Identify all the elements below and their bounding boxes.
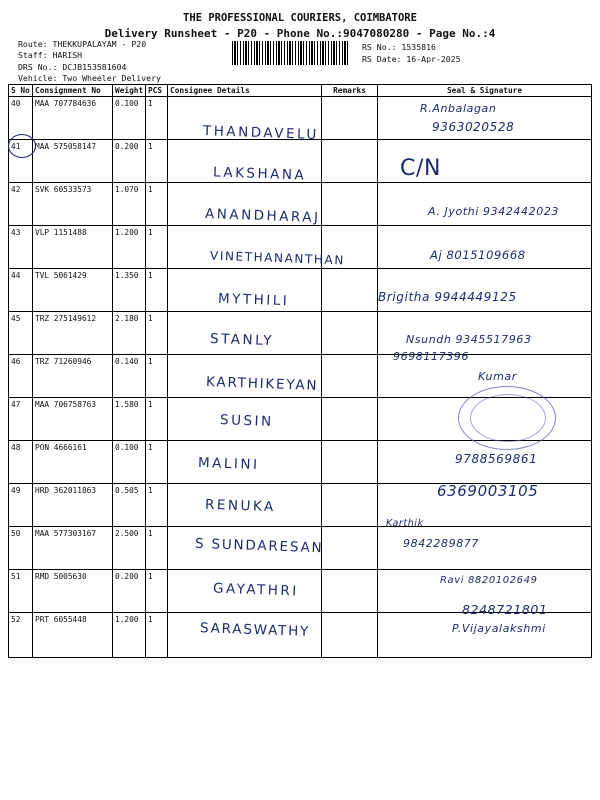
- cell-consignment: TVL 5061429: [33, 269, 113, 312]
- handwritten-phone: 9788569861: [455, 452, 538, 466]
- cell-pcs: 1: [146, 226, 168, 269]
- cell-consignment: TRZ 275149612: [33, 312, 113, 355]
- handwritten-signature: Ravi 8820102649: [440, 575, 538, 586]
- cell-consignment: TRZ 71260946: [33, 355, 113, 398]
- col-header-seal: Seal & Signature: [378, 85, 592, 97]
- cell-sno: 44: [9, 269, 33, 312]
- cell-consignment: MAA 577303167: [33, 527, 113, 570]
- cell-sno: 40: [9, 97, 33, 140]
- cell-remarks: [322, 398, 378, 441]
- cell-seal: [378, 226, 592, 269]
- cell-sno: 45: [9, 312, 33, 355]
- cell-seal: [378, 183, 592, 226]
- cell-remarks: [322, 183, 378, 226]
- barcode: [232, 41, 348, 65]
- handwritten-name: STANLY: [209, 330, 275, 350]
- handwritten-name: VINETHANANTHAN: [209, 248, 346, 268]
- handwritten-name: GAYATHRI: [212, 580, 300, 600]
- cell-pcs: 1: [146, 570, 168, 613]
- handwritten-signature: Aj 8015109668: [430, 248, 526, 262]
- handwritten-signature: Brigitha 9944449125: [378, 290, 517, 304]
- cell-remarks: [322, 355, 378, 398]
- handwritten-phone: 9842289877: [403, 537, 479, 550]
- handwritten-remark: C/N: [400, 156, 442, 181]
- handwritten-phone: 9698117396: [393, 350, 469, 363]
- col-header-sno: S No: [9, 85, 33, 97]
- cell-sno: 51: [9, 570, 33, 613]
- cell-sno: 47: [9, 398, 33, 441]
- cell-sno: 41: [9, 140, 33, 183]
- cell-remarks: [322, 570, 378, 613]
- route-label: Route: THEKKUPALAYAM - P20: [18, 39, 147, 49]
- handwritten-signature: R.Anbalagan: [420, 102, 497, 115]
- rs-number: RS No.: 1535816: [362, 42, 436, 52]
- cell-weight: 1.350: [113, 269, 146, 312]
- cell-weight: 0.505: [113, 484, 146, 527]
- company-title: THE PROFESSIONAL COURIERS, COIMBATORE: [183, 12, 417, 24]
- cell-pcs: 1: [146, 183, 168, 226]
- cell-weight: 1.200: [113, 613, 146, 658]
- cell-pcs: 1: [146, 140, 168, 183]
- handwritten-signature: Kumar: [478, 370, 517, 383]
- cell-weight: 1.070: [113, 183, 146, 226]
- cell-remarks: [322, 613, 378, 658]
- cell-sno: 48: [9, 441, 33, 484]
- cell-weight: 0.200: [113, 570, 146, 613]
- handwritten-name: ANANDHARAJ: [204, 205, 321, 227]
- cell-weight: 0.100: [113, 97, 146, 140]
- cell-consignment: MAA 707784636: [33, 97, 113, 140]
- handwritten-signature: Karthik: [386, 518, 424, 529]
- cell-weight: 0.100: [113, 441, 146, 484]
- cell-pcs: 1: [146, 312, 168, 355]
- col-header-consignee: Consignee Details: [168, 85, 322, 97]
- cell-remarks: [322, 269, 378, 312]
- cell-sno: 46: [9, 355, 33, 398]
- cell-consignment: SVK 60533573: [33, 183, 113, 226]
- drs-number: DRS No.: DCJB153581604: [18, 62, 127, 72]
- row-41-circle-mark: [8, 134, 36, 158]
- cell-weight: 0.200: [113, 140, 146, 183]
- cell-pcs: 1: [146, 269, 168, 312]
- handwritten-phone: 9363020528: [432, 120, 515, 134]
- cell-seal: [378, 613, 592, 658]
- cell-weight: 1.200: [113, 226, 146, 269]
- table-header-row: [9, 85, 592, 97]
- cell-pcs: 1: [146, 527, 168, 570]
- handwritten-name: THANDAVELU: [202, 122, 320, 144]
- cell-remarks: [322, 312, 378, 355]
- handwritten-name: LAKSHANA: [212, 164, 307, 184]
- handwritten-name: MYTHILI: [217, 290, 290, 310]
- cell-consignment: PRT 6055448: [33, 613, 113, 658]
- col-header-weight: Weight: [113, 85, 146, 97]
- handwritten-name: MALINI: [197, 454, 260, 474]
- col-header-consignment: Consignment No: [33, 85, 113, 97]
- col-header-pcs: PCS: [146, 85, 168, 97]
- cell-remarks: [322, 527, 378, 570]
- cell-remarks: [322, 97, 378, 140]
- cell-consignment: HRD 362011863: [33, 484, 113, 527]
- cell-pcs: 1: [146, 441, 168, 484]
- handwritten-name: KARTHIKEYAN: [205, 374, 319, 394]
- runsheet-subtitle: Delivery Runsheet - P20 - Phone No.:9047080280 - Page No.:4: [104, 27, 496, 40]
- cell-weight: 2.180: [113, 312, 146, 355]
- cell-consignment: RMD 5005630: [33, 570, 113, 613]
- cell-remarks: [322, 484, 378, 527]
- handwritten-signature: Nsundh 9345517963: [406, 333, 532, 346]
- handwritten-name: S SUNDARESAN: [194, 535, 324, 557]
- vehicle-label: Vehicle: Two Wheeler Delivery: [18, 73, 161, 83]
- handwritten-name: SARASWATHY: [199, 620, 311, 640]
- col-header-remarks: Remarks: [322, 85, 378, 97]
- cell-consignment: VLP 1151488: [33, 226, 113, 269]
- cell-consignment: PON 4666161: [33, 441, 113, 484]
- handwritten-signature: A. Jyothi 9342442023: [428, 205, 560, 218]
- handwritten-phone: 8248721801: [462, 602, 548, 617]
- cell-sno: 52: [9, 613, 33, 658]
- rs-date: RS Date: 16-Apr-2025: [362, 54, 461, 64]
- cell-pcs: 1: [146, 484, 168, 527]
- receiver-seal-stamp-inner: [470, 394, 546, 442]
- cell-weight: 1.580: [113, 398, 146, 441]
- cell-pcs: 1: [146, 97, 168, 140]
- cell-remarks: [322, 140, 378, 183]
- cell-sno: 49: [9, 484, 33, 527]
- handwritten-name: SUSIN: [219, 412, 274, 430]
- staff-label: Staff: HARISH: [18, 50, 83, 60]
- handwritten-phone: 6369003105: [437, 482, 539, 500]
- cell-pcs: 1: [146, 398, 168, 441]
- handwritten-name: RENUKA: [204, 496, 277, 516]
- cell-sno: 42: [9, 183, 33, 226]
- cell-sno: 50: [9, 527, 33, 570]
- cell-weight: 0.140: [113, 355, 146, 398]
- cell-consignment: MAA 575058147: [33, 140, 113, 183]
- cell-pcs: 1: [146, 355, 168, 398]
- cell-weight: 2.500: [113, 527, 146, 570]
- cell-remarks: [322, 441, 378, 484]
- cell-sno: 43: [9, 226, 33, 269]
- cell-pcs: 1: [146, 613, 168, 658]
- cell-consignment: MAA 706758763: [33, 398, 113, 441]
- handwritten-signature: P.Vijayalakshmi: [452, 622, 546, 635]
